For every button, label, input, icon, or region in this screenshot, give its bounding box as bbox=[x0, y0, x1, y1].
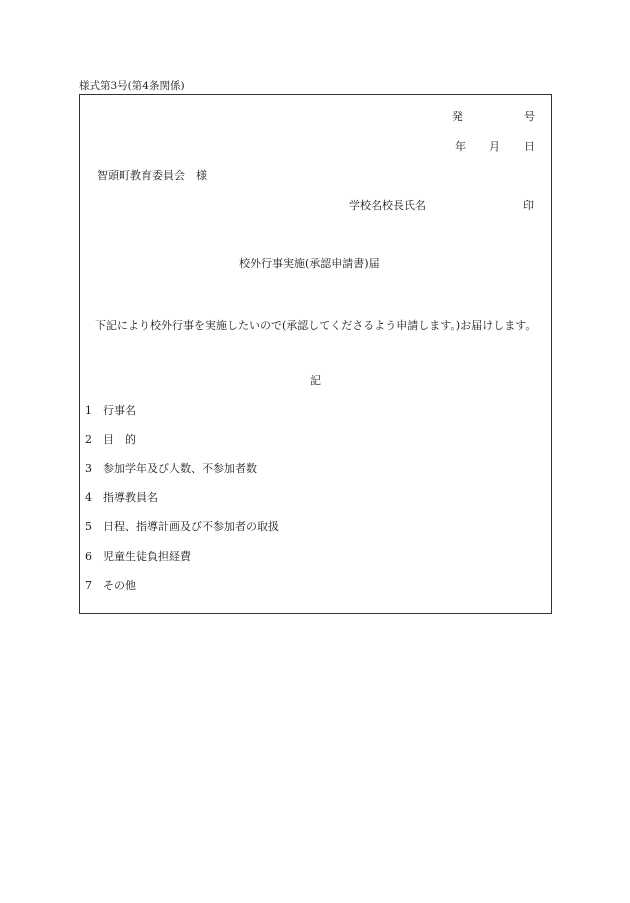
list-item bbox=[85, 520, 279, 534]
item-label: 日程、指導計画及び不参加者の取扱 bbox=[103, 520, 279, 533]
issue-go: 号 bbox=[524, 110, 535, 123]
item-label: 児童生徒負担経費 bbox=[103, 550, 191, 563]
item-number: 3 bbox=[85, 462, 92, 475]
list-item bbox=[85, 462, 257, 476]
list-item bbox=[85, 579, 136, 593]
date-day: 日 bbox=[524, 140, 535, 153]
document-title: 校外行事実施(承認申請書)届 bbox=[239, 257, 380, 270]
list-item bbox=[85, 404, 136, 418]
date-year: 年 bbox=[455, 140, 466, 153]
item-number: 7 bbox=[85, 579, 92, 592]
item-label: 参加学年及び人数、不参加者数 bbox=[103, 462, 257, 475]
item-number: 2 bbox=[85, 433, 92, 446]
date-month: 月 bbox=[489, 140, 500, 153]
body-paragraph: 下記により校外行事を実施したいので(承認してくださるよう申請します。)お届けします。 bbox=[95, 319, 537, 332]
item-number: 1 bbox=[85, 404, 92, 417]
ki-heading: 記 bbox=[310, 374, 321, 387]
form-number-label: 様式第3号(第4条関係) bbox=[79, 80, 185, 92]
principal-name-label: 学校名校長氏名 bbox=[349, 199, 426, 212]
list-item bbox=[85, 433, 136, 447]
addressee: 智頭町教育委員会 様 bbox=[97, 169, 207, 182]
issue-hatsu: 発 bbox=[452, 110, 463, 123]
item-label: 目 的 bbox=[103, 433, 136, 446]
item-number: 6 bbox=[85, 550, 92, 563]
item-number: 5 bbox=[85, 520, 92, 533]
item-number: 4 bbox=[85, 491, 92, 504]
principal-seal: 印 bbox=[523, 199, 534, 212]
item-label: その他 bbox=[103, 579, 136, 592]
item-label: 行事名 bbox=[103, 404, 136, 417]
list-item bbox=[85, 550, 191, 564]
item-label: 指導教員名 bbox=[103, 491, 158, 504]
list-item bbox=[85, 491, 158, 505]
